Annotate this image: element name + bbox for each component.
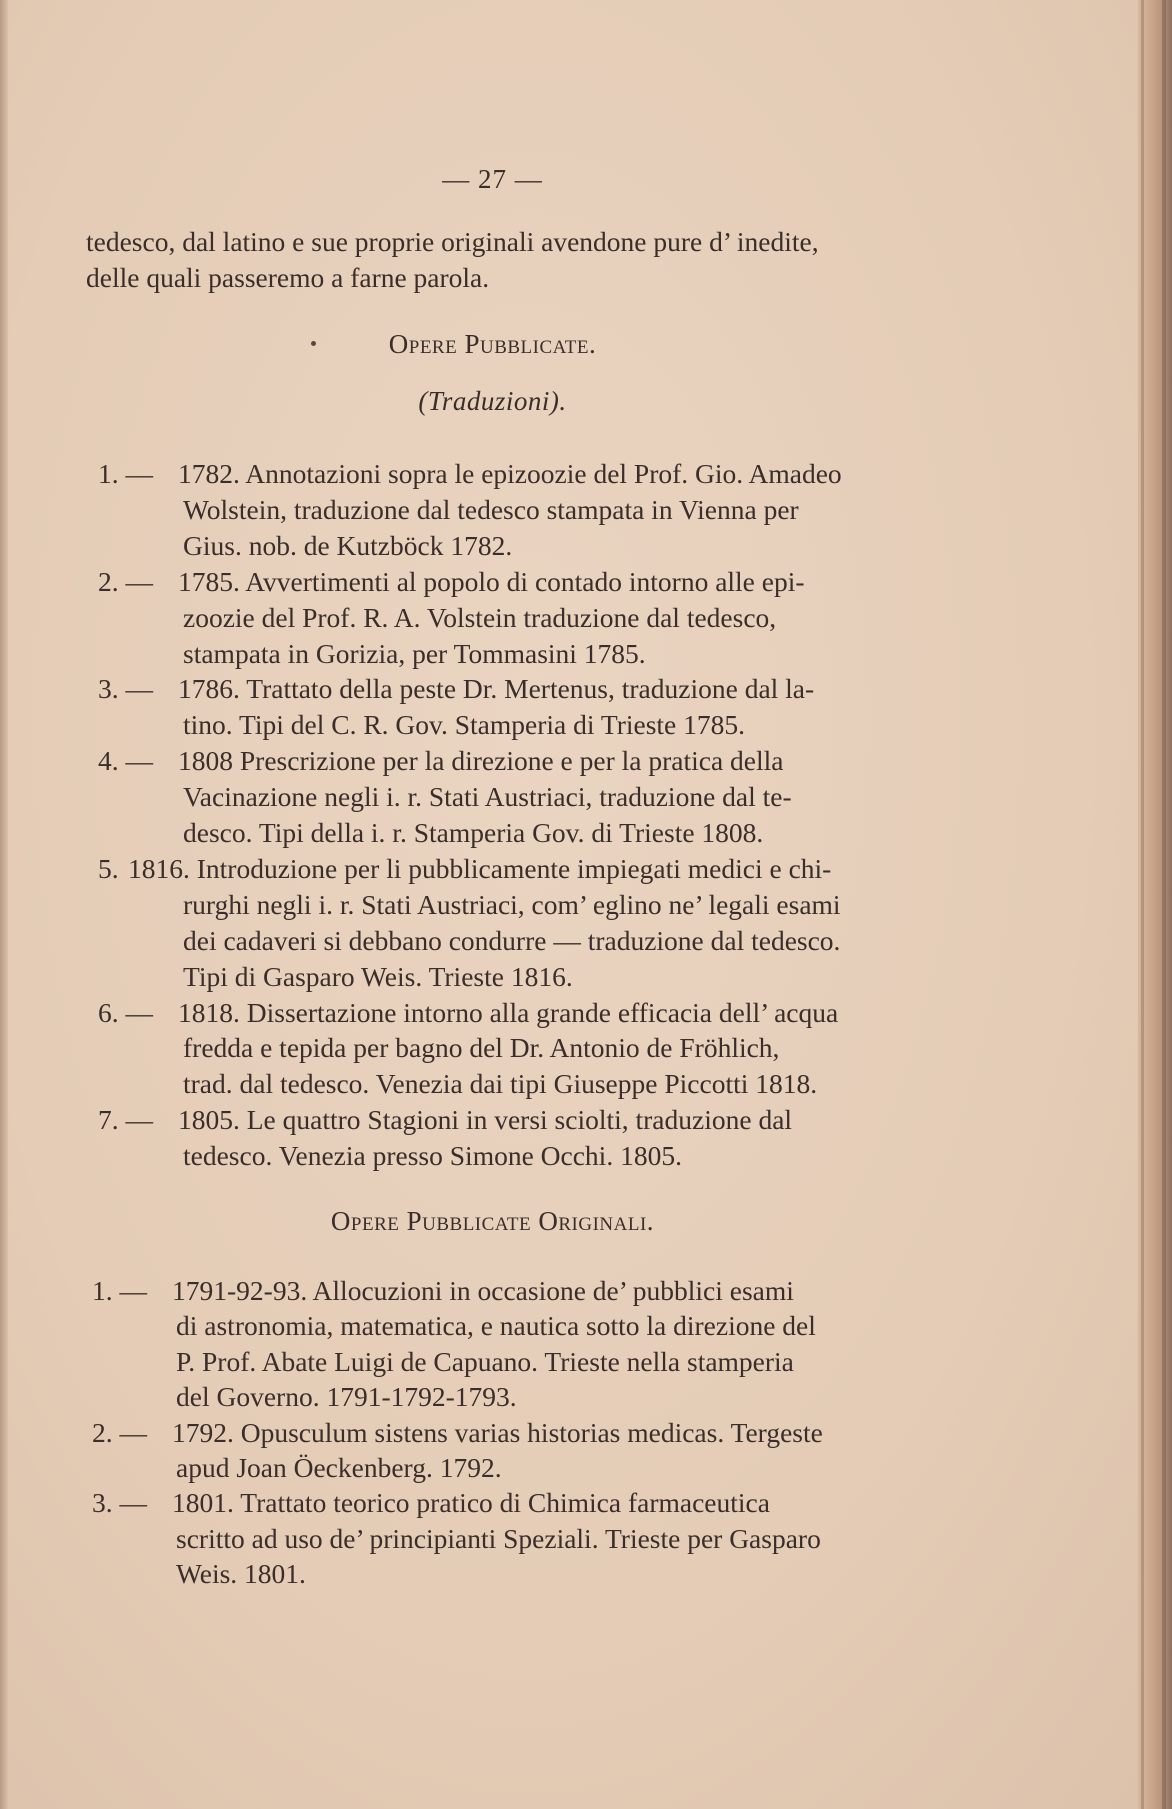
- list-item-number: 3. —: [98, 673, 153, 705]
- list-item-line: 1786. Trattato della peste Dr. Mertenus, traduzione dal la-: [178, 673, 815, 705]
- list-item-line: 1805. Le quattro Stagioni in versi sciolti, traduzione dal: [178, 1104, 793, 1136]
- list-item-number: 3. —: [92, 1487, 147, 1519]
- list-item-line: scritto ad uso de’ principianti Speziali. Trieste per Gasparo: [176, 1522, 821, 1554]
- list-item-line: Wolstein, traduzione dal tedesco stampata in Vienna per: [183, 493, 799, 525]
- list-item-line: apud Joan Öeckenberg. 1792.: [176, 1452, 502, 1483]
- list-item-number: 6. —: [98, 996, 153, 1028]
- list-item-number: 7. —: [98, 1104, 153, 1136]
- list-item-number: 2. —: [98, 565, 153, 597]
- list-item-line: P. Prof. Abate Luigi de Capuano. Trieste nella stamperia: [176, 1345, 794, 1377]
- list-item-line: 1801. Trattato teorico pratico di Chimica farmaceutica: [172, 1487, 770, 1519]
- list-item-line: rurghi negli i. r. Stati Austriaci, com’ eglino ne’ legali esami: [183, 888, 841, 920]
- list-item-line: 1808 Prescrizione per la direzione e per la pratica della: [178, 745, 784, 777]
- section-subtitle: (Traduzioni).: [418, 386, 567, 416]
- list-item-line: 1792. Opusculum sistens varias historias medicas. Tergeste: [172, 1416, 823, 1448]
- list-item-number: 2. —: [92, 1416, 147, 1448]
- list-item-line: tedesco. Venezia presso Simone Occhi. 1805.: [183, 1140, 682, 1172]
- list-item-number: 5.: [98, 852, 119, 884]
- list-item-line: stampata in Gorizia, per Tommasini 1785.: [183, 637, 646, 669]
- list-item-line: Tipi di Gasparo Weis. Trieste 1816.: [183, 960, 573, 992]
- list-item-line: Vacinazione negli i. r. Stati Austriaci, traduzione dal te-: [183, 781, 792, 813]
- section-title-translations: Opere Pubblicate.: [388, 329, 597, 359]
- intro-line: delle quali passeremo a farne parola.: [86, 262, 490, 293]
- page-number: — 27 —: [442, 164, 543, 194]
- list-item-line: di astronomia, matematica, e nautica sotto la direzione del: [176, 1310, 816, 1342]
- list-item-line: desco. Tipi della i. r. Stamperia Gov. di Trieste 1808.: [183, 817, 764, 848]
- list-item-line: 1816. Introduzione per li pubblicamente impiegati medici e chi-: [128, 852, 832, 884]
- list-item-line: Weis. 1801.: [176, 1558, 306, 1590]
- intro-line: tedesco, dal latino e sue proprie originali avendone pure d’ inedite,: [86, 226, 819, 257]
- list-item-line: 1791-92-93. Allocuzioni in occasione de’ pubblici esami: [172, 1275, 794, 1306]
- list-item-line: 1785. Avvertimenti al popolo di contado intorno alle epi-: [178, 565, 805, 597]
- list-item-line: tino. Tipi del C. R. Gov. Stamperia di Trieste 1785.: [183, 709, 746, 741]
- list-item-line: Gius. nob. de Kutzböck 1782.: [183, 529, 513, 561]
- list-item-number: 4. —: [98, 745, 153, 777]
- list-item-line: zoozie del Prof. R. A. Volstein traduzione dal tedesco,: [183, 601, 777, 633]
- page-left-edge: [0, 0, 8, 1809]
- page-fold-line: [1141, 0, 1144, 1809]
- list-item-line: del Governo. 1791-1792-1793.: [176, 1381, 517, 1413]
- list-item-number: 1. —: [98, 458, 153, 489]
- list-item-line: fredda e tepida per bagno del Dr. Antonio de Fröhlich,: [183, 1032, 780, 1064]
- list-item-line: 1782. Annotazioni sopra le epizoozie del Prof. Gio. Amadeo: [178, 458, 842, 489]
- list-item-line: trad. dal tedesco. Venezia dai tipi Giuseppe Piccotti 1818.: [183, 1068, 818, 1100]
- list-item-number: 1. —: [92, 1275, 147, 1306]
- list-item-line: 1818. Dissertazione intorno alla grande efficacia dell’ acqua: [178, 996, 839, 1028]
- section-title-originals: Opere Pubblicate Originali.: [330, 1206, 655, 1236]
- list-item-line: dei cadaveri si debbano condurre — traduzione dal tedesco.: [183, 924, 841, 956]
- page-edge-shadow: [1162, 0, 1166, 1809]
